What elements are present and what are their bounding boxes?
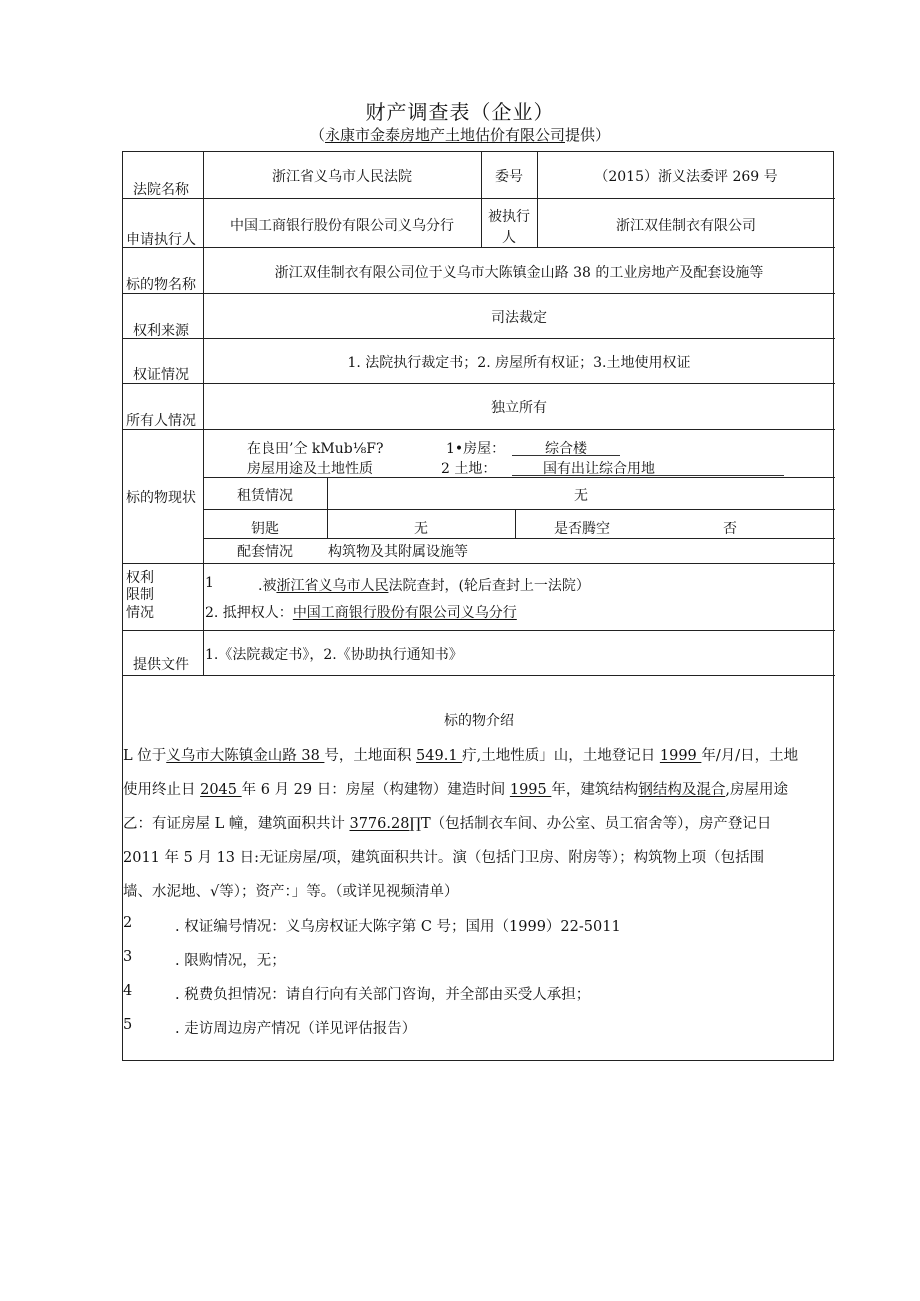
intro-line-1 [123,744,798,765]
key-label: 钥匙 [251,521,279,537]
intro-land-end-year: 2045 [200,782,242,798]
status-land-label: 2 土地： [441,461,497,477]
documents-label: 提供文件 [133,657,189,673]
key-value: 无 [414,521,428,537]
intro-item-num: 2 [123,915,133,931]
intro-structure: 钢结构及混合 [638,782,726,798]
intro-text: ∏T（包括制衣车间、办公室、员工宿舍等），房产登记日 [409,816,772,832]
facilities-value: 构筑物及其附属设施等 [328,544,468,560]
respondent-value: 浙江双佳制衣有限公司 [616,218,756,234]
intro-line-5: 墙、水泥地、√等）；资产：」等。（或详见视频清单） [123,884,459,900]
page-subtitle [0,124,920,145]
restriction-item1-court: 浙江省义乌市人民 [276,578,389,594]
vacant-value: 否 [723,521,737,537]
certificates-value: 1. 法院执行裁定书；2. 房屋所有权证；3.土地使用权证 [347,355,691,371]
page-title: 财产调查表（企业） [365,100,555,124]
intro-building-area: 3776.28 [349,816,410,832]
intro-text: 使用终止日 [123,782,201,798]
lease-value: 无 [574,488,588,504]
documents-value: 1.《法院裁定书》，2.《协助执行通知书》 [205,647,463,663]
rights-source-label: 权利来源 [133,323,189,339]
commission-value: （2015）浙义法委评 269 号 [594,169,778,185]
intro-text: L 位于 [123,748,167,764]
intro-item-num: 4 [123,983,133,999]
facilities-label: 配套情况 [237,544,293,560]
respondent-label-line1: 被执行 [488,209,530,225]
status-line1-left: 在良田’仝 kMub⅛F? [247,441,384,457]
subtitle-close: 提供） [565,126,611,144]
intro-text: 年 6 月 29 日：房屋（构建物）建造时间 [241,782,510,798]
intro-item-text: . 限购情况，无； [175,953,286,969]
intro-text: ,房屋用途 [725,782,788,798]
intro-text: 疔,土地性质」山，土地登记日 [462,748,660,764]
property-survey-table [122,151,834,1061]
intro-item-text: . 税费负担情况：请自行向有关部门咨询，并全部由买受人承担； [175,987,591,1003]
restrictions-label-line1: 权利 [126,570,154,586]
intro-text: 号，土地面积 [324,748,417,764]
intro-line-4: 2011 年 5 月 13 日:无证房屋/项，建筑面积共计。演（包括门卫房、附房等）；构筑物上项（包括围 [123,850,765,866]
lease-label: 租赁情况 [237,488,293,504]
mortgagee: 中国工商银行股份有限公司义乌分行 [292,605,517,621]
rights-source-value: 司法裁定 [491,310,547,326]
restrictions-label-line3: 情况 [126,605,154,621]
intro-built-year: 1995 [509,782,552,798]
vacant-label: 是否腾空 [554,521,610,537]
subject-name-label: 标的物名称 [126,277,196,293]
status-land-value: 国有出让综合用地 [543,461,655,477]
status-line2-left: 房屋用途及土地性质 [247,461,373,477]
intro-land-area: 549.1 [416,748,463,764]
intro-item-text: . 走访周边房产情况（详见评估报告） [175,1021,417,1037]
restriction-item2 [205,602,517,622]
applicant-label: 申请执行人 [126,232,196,248]
intro-item-num: 3 [123,949,133,965]
intro-item-num: 5 [123,1017,133,1033]
intro-land-reg-year: 1999 [659,748,702,764]
respondent-label-line2: 人 [502,230,516,246]
applicant-value: 中国工商银行股份有限公司义乌分行 [230,218,454,234]
status-house-label: 1•房屋： [446,441,506,457]
certificates-label: 权证情况 [133,367,189,383]
subtitle-open: （ [309,126,325,144]
intro-line-3 [123,812,771,833]
court-value: 浙江省义乌市人民法院 [272,169,412,185]
owner-label: 所有人情况 [126,413,196,429]
intro-address: 义乌市大陈镇金山路 38 [166,748,325,764]
intro-text: 乙：有证房屋 L 幢，建筑面积共计 [123,816,350,832]
status-house-value: 综合楼 [545,441,587,457]
restriction-item1 [258,575,590,595]
subject-name-value: 浙江双佳制衣有限公司位于义乌市大陈镇金山路 38 的工业房地产及配套设施等 [274,265,764,281]
commission-label: 委号 [495,169,523,185]
intro-item-text: . 权证编号情况：义乌房权证大陈字第 C 号；国用（1999）22-5011 [175,919,621,935]
restriction-item1-rest: 法院查封，(轮后查封上一法院） [388,578,590,594]
restriction-item1-prefix: .被 [258,578,277,594]
court-label: 法院名称 [133,182,189,198]
restriction-item2-prefix: 2. 抵押权人： [205,605,293,621]
restriction-item1-num: 1 [205,575,214,591]
intro-heading: 标的物介绍 [444,713,514,729]
appraiser-company: 永康市金泰房地产土地估价有限公司 [324,126,565,144]
owner-value: 独立所有 [491,400,547,416]
intro-text: 年，建筑结构 [551,782,639,798]
intro-text: 年/月/日，土地 [701,748,799,764]
intro-line-2 [123,778,788,799]
status-label: 标的物现状 [126,490,196,506]
restrictions-label-line2: 限制 [126,587,154,603]
